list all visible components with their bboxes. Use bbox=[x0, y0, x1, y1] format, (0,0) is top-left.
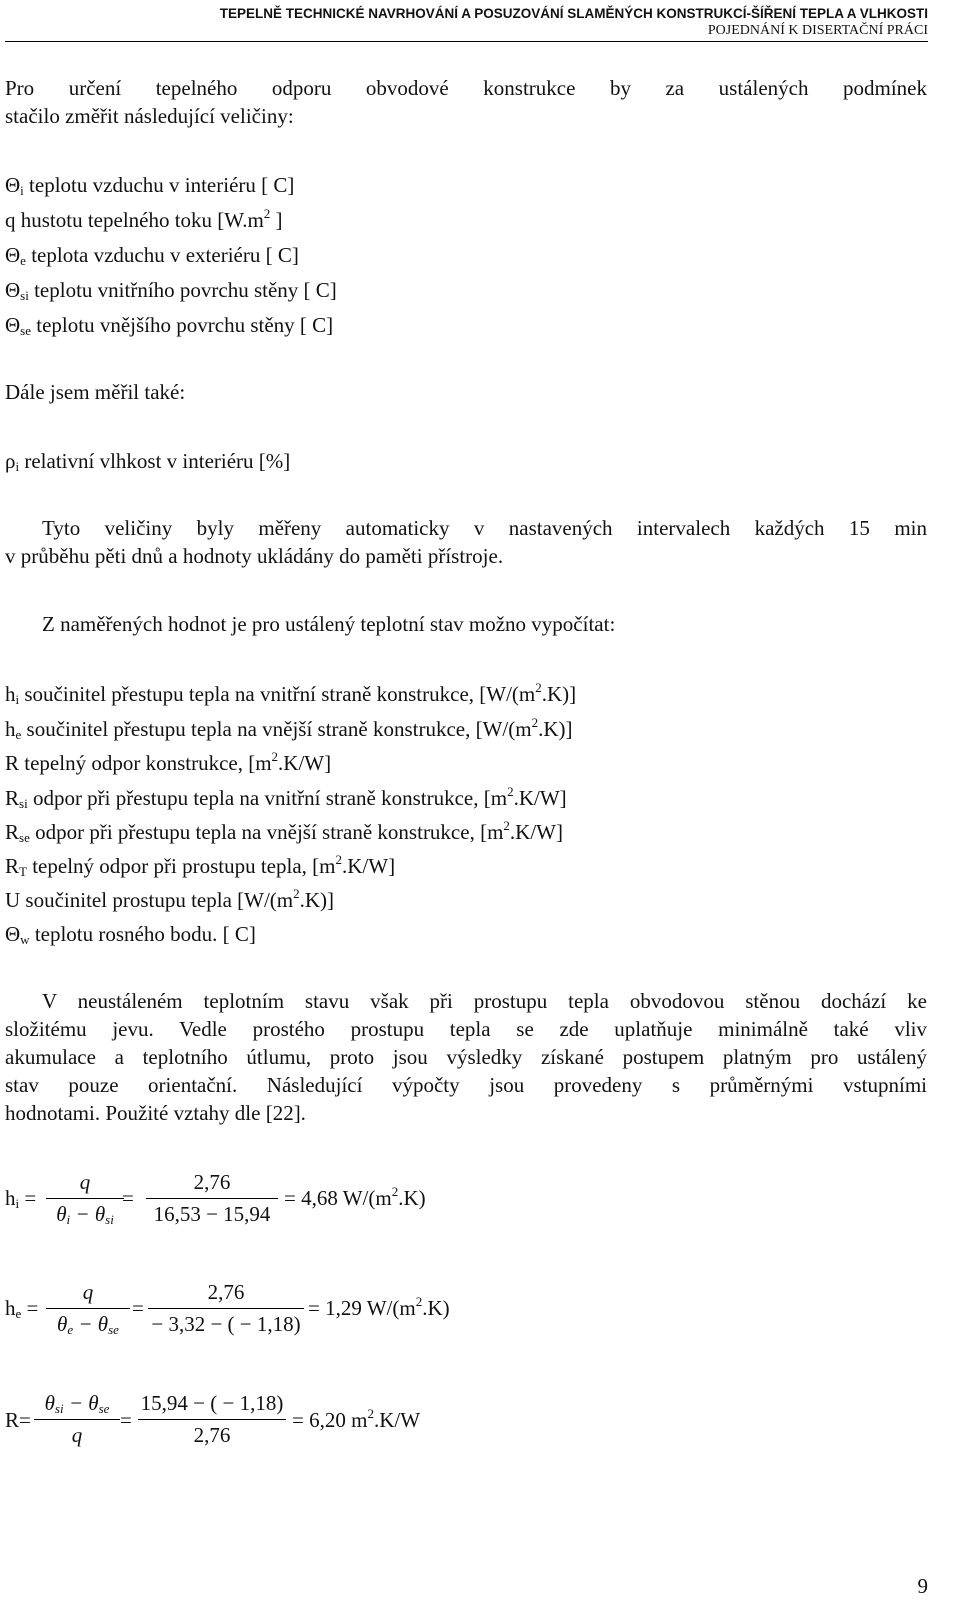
computed-item: $h_e$ součinitel přestupu tepla na vnější straně konstrukce, $[W/(m^2.K)]$ bbox=[5, 715, 573, 742]
eq-hi-result: = 4,68 $W/(m^2.K)$ bbox=[284, 1184, 426, 1210]
eq-r-result: = 6,20 $m^2.K/W$ bbox=[292, 1406, 421, 1432]
computed-item: U součinitel prostupu tepla $[W/(m^2.K)]$ bbox=[5, 886, 335, 912]
measured-item: $\Theta_i$ teplotu vzduchu v interiéru [ C] bbox=[5, 173, 295, 198]
page-number: 9 bbox=[917, 1574, 928, 1598]
humidity-item: $\rho_i$ relativní vlhkost v interiéru [%] bbox=[5, 449, 291, 474]
auto-measure-line-2: v průběhu pěti dnů a hodnoty ukládány do paměti přístroje. bbox=[5, 544, 504, 568]
eq-hi-equals: = bbox=[122, 1186, 134, 1210]
computed-item: $h_i$ součinitel přestupu tepla na vnitřní straně konstrukce, $[W/(m^2.K)]$ bbox=[5, 680, 577, 707]
running-header-title: TEPELNĚ TECHNICKÉ NAVRHOVÁNÍ A POSUZOVÁNÍ SLAMĚNÝCH KONSTRUKCÍ-ŠÍŘENÍ TEPLA A VLHKOSTI bbox=[219, 6, 928, 21]
computed-item: R tepelný odpor konstrukce, $[m^2.K/W]$ bbox=[5, 749, 332, 775]
auto-measure-line-1: Tyto veličiny byly měřeny automaticky v nastavených intervalech každých 15 min bbox=[42, 516, 927, 540]
eq-hi-numeric-fraction: 2,76 16,53 − 15,94 bbox=[146, 1170, 278, 1227]
computed-item: $\Theta_w$ teplotu rosného bodu. [ C] bbox=[5, 922, 256, 947]
running-header-subtitle: POJEDNÁNÍ K DISERTAČNÍ PRÁCI bbox=[707, 23, 928, 38]
intro-line-2: stačilo změřit následující veličiny: bbox=[5, 104, 294, 128]
header-rule bbox=[5, 41, 928, 42]
computed-item: $R_{si}$ odpor při přestupu tepla na vnitřní straně konstrukce, $[m^2.K/W]$ bbox=[5, 784, 567, 811]
computed-item: $R_{se}$ odpor při přestupu tepla na vnější straně konstrukce, $[m^2.K/W]$ bbox=[5, 818, 563, 845]
intro-line-1: Pro určení tepelného odporu obvodové konstrukce by za ustálených podmínek bbox=[5, 76, 927, 100]
eq-hi-symbolic-fraction: q $\theta_i - \theta_{si}$ bbox=[46, 1170, 124, 1227]
measured-item: $\Theta_e$ teplota vzduchu v exteriéru [ C] bbox=[5, 243, 299, 268]
unsteady-line-3: akumulace a teplotního útlumu, proto jsou výsledky získané postupem platným pro ustálený bbox=[5, 1045, 927, 1069]
measured-item: q hustotu tepelného toku [$W.m^2$ ] bbox=[5, 206, 283, 232]
eq-r-equals: = bbox=[120, 1408, 132, 1432]
eq-he-symbolic-fraction: q $\theta_e - \theta_{se}$ bbox=[46, 1280, 130, 1337]
computed-item: $R_T$ tepelný odpor při prostupu tepla, $[m^2.K/W]$ bbox=[5, 852, 396, 879]
eq-r-symbolic-fraction: $\theta_{si} - \theta_{se}$ q bbox=[34, 1391, 120, 1448]
unsteady-line-2: složitému jevu. Vedle prostého prostupu tepla se zde uplatňuje minimálně také vliv bbox=[5, 1017, 927, 1041]
eq-hi-lhs: $h_i$ = bbox=[5, 1186, 37, 1211]
measured-item: $\Theta_{si}$ teplotu vnitřního povrchu stěny [ C] bbox=[5, 278, 337, 303]
eq-he-equals: = bbox=[132, 1296, 144, 1320]
eq-he-result: = 1,29 $W/(m^2.K)$ bbox=[308, 1294, 450, 1320]
eq-he-numeric-fraction: 2,76 − 3,32 − ( − 1,18) bbox=[148, 1280, 304, 1337]
also-measured-label: Dále jsem měřil také: bbox=[5, 380, 186, 404]
eq-r-lhs: R= bbox=[5, 1408, 31, 1432]
eq-he-lhs: $h_e$ = bbox=[5, 1296, 39, 1321]
calc-intro: Z naměřených hodnot je pro ustálený teplotní stav možno vypočítat: bbox=[42, 612, 616, 636]
measured-item: $\Theta_{se}$ teplotu vnějšího povrchu stěny [ C] bbox=[5, 313, 334, 338]
unsteady-line-1: V neustáleném teplotním stavu však při prostupu tepla obvodovou stěnou dochází ke bbox=[42, 989, 927, 1013]
unsteady-line-5: hodnotami. Použité vztahy dle [22]. bbox=[5, 1101, 306, 1125]
eq-r-numeric-fraction: 15,94 − ( − 1,18) 2,76 bbox=[138, 1391, 286, 1448]
unsteady-line-4: stav pouze orientační. Následující výpočty jsou provedeny s průměrnými vstupními bbox=[5, 1073, 927, 1097]
